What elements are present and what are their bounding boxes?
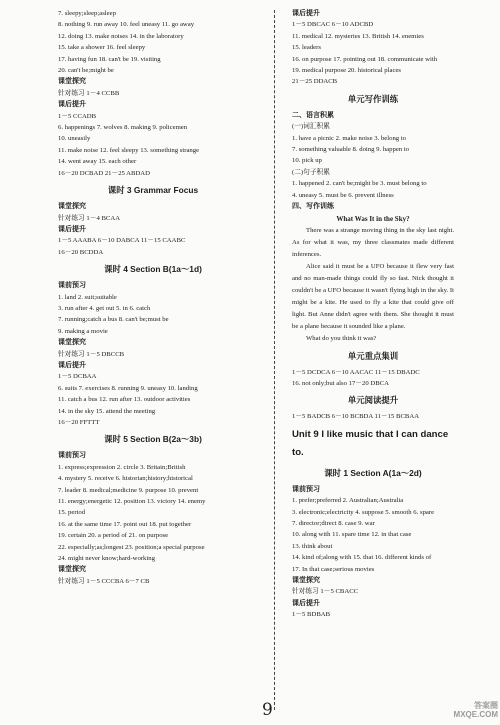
answer-line: 1－5 DCDCA 6－10 AACAC 11－15 DBADC <box>292 368 420 376</box>
answer-line: 7. director;direct 8. case 9. war <box>292 519 375 527</box>
section-label: 课后提升 <box>58 101 86 109</box>
answer-line: 17. having fun 18. can't be 19. visiting <box>58 55 161 63</box>
answer-line: 1－5 DBCAC 6－10 ADCBD <box>292 21 374 29</box>
essay-paragraph: Alice said it must be a UFO because it flew very fast and no man-made things could fly so fast. Nick thought it couldn't be a UFO because it wasn't flying high in the sky. It might be a kite. He used to fly a kite that could give off light. But Anne didn't agree with them. She thought it must be a plane because it sounded like a plane. <box>292 262 454 330</box>
lesson-heading: 单元阅读提升 <box>347 395 399 406</box>
answer-line: 1. have a picnic 2. make noise 3. belong to <box>292 134 407 142</box>
section-label: 课后提升 <box>292 10 320 17</box>
answer-line: 24. might never know;hard-working <box>58 555 155 563</box>
answer-line: (二)句子积累 <box>292 168 330 176</box>
answer-line: 19. certain 20. a period of 21. on purpose <box>58 532 169 540</box>
answer-line: 7. running;catch a bus 8. can't be;must be <box>58 316 169 324</box>
answer-line: 14. in the sky 15. attend the meeting <box>58 407 156 415</box>
right-column <box>292 8 454 621</box>
answer-line: 9. making a movie <box>58 327 108 335</box>
essay-paragraph: There was a strange moving thing in the sky last night. As for what it was, my three classmates made different inferences. <box>292 226 454 258</box>
answer-line: 20. can't be;might be <box>58 67 114 75</box>
lesson-heading: 课时 3 Grammar Focus <box>107 185 199 196</box>
answer-line: 1－5 CCADB <box>58 112 97 120</box>
answer-line: 3. run after 4. get out 5. in 6. catch <box>58 304 151 312</box>
lesson-heading: 课时 5 Section B(2a～3b) <box>104 434 202 445</box>
answer-line: 15. take a shower 16. feel sleepy <box>58 44 146 52</box>
section-label: 课后提升 <box>58 361 86 369</box>
section-label: 课前预习 <box>58 452 86 460</box>
answer-line: 针对练习 1－5 CCCBA 6－7 CB <box>58 577 150 585</box>
answer-line: 6. suits 7. exercises 8. running 9. uneasy 10. landing <box>58 384 198 392</box>
answer-line: 7. leader 8. medical;medicine 9. purpose 10. prevent <box>58 486 199 494</box>
section-label: 课堂探究 <box>58 78 86 86</box>
section-label: 课堂探究 <box>58 566 86 574</box>
answer-line: 1－5 BADCB 6－10 BCBDA 11－15 BCBAA <box>292 413 420 421</box>
answer-line: 22. especially;as;longest 23. position;a special purpose <box>58 543 205 551</box>
answer-line: 10. along with 11. spare time 12. in that case <box>292 531 412 539</box>
answer-line: 16－20 FFTTT <box>58 419 100 426</box>
answer-line: 8. nothing 9. run away 10. feel uneasy 11. go away <box>58 21 195 29</box>
column-divider <box>274 10 275 710</box>
answer-line: 11. make noise 12. feel sleepy 13. something strange <box>58 146 200 154</box>
section-label: 课前预习 <box>292 485 320 493</box>
left-column <box>58 8 248 587</box>
section-label: 课堂探究 <box>292 576 320 584</box>
answer-line: 6. happenings 7. wolves 8. making 9. policemen <box>58 124 188 132</box>
lesson-heading: 单元重点集训 <box>347 350 399 361</box>
section-label: 课后提升 <box>58 225 86 233</box>
answer-line: 14. kind of;along with 15. that 16. different kinds of <box>292 554 432 562</box>
section-label: 课堂探究 <box>58 203 86 211</box>
answer-line: 12. doing 13. make noises 14. in the laboratory <box>58 32 184 40</box>
answer-line: 1. prefer;preferred 2. Australian;Australia <box>292 497 404 505</box>
answer-line: 1. express;expression 2. circle 3. Britain;British <box>58 463 186 471</box>
answer-line: 16. not only;but also 17－20 DBCA <box>292 379 389 387</box>
unit-heading: Unit 9 I like music that I can dance to. <box>292 428 449 458</box>
answer-line: 13. think about <box>292 542 333 550</box>
answer-line: 17. In that case;serious movies <box>292 565 375 573</box>
section-label: 课后提升 <box>292 599 320 607</box>
answer-line: 16. on purpose 17. pointing out 18. communicate with <box>292 55 438 63</box>
answer-line: 1. happened 2. can't be;might be 3. must belong to <box>292 180 427 188</box>
answer-line: 1－5 BDBAB <box>292 611 331 619</box>
answer-line: 11. catch a bus 12. run after 13. outdoor activities <box>58 396 191 404</box>
answer-line: 15. period <box>58 509 86 517</box>
watermark-logo: 答案圈 MXQE.COM <box>453 701 498 719</box>
page-number: 9 <box>262 700 273 720</box>
answer-line: 7. something valuable 8. doing 9. happen to <box>292 146 410 154</box>
answer-line: 3. electronic;electricity 4. suppose 5. smooth 6. spare <box>292 508 435 516</box>
answer-line: 针对练习 1－4 BCAA <box>58 214 121 222</box>
section-label: 课前预习 <box>58 282 86 290</box>
section-label: 四、写作训练 <box>292 203 334 211</box>
essay-paragraph: What do you think it was? <box>306 334 377 342</box>
answer-line: 7. sleepy;sleep;asleep <box>58 10 116 17</box>
answer-line: 10. uneasily <box>58 135 91 143</box>
answer-line: 15. leaders <box>292 44 321 52</box>
lesson-heading: 课时 1 Section A(1a～2d) <box>324 467 422 478</box>
answer-line: 针对练习 1－5 CBACC <box>292 588 359 596</box>
answer-line: 4. uneasy 5. must be 6. prevent illness <box>292 191 394 199</box>
answer-line: 针对练习 1－4 CCBB <box>58 89 120 97</box>
answer-line: 14. went away 15. each other <box>58 158 137 166</box>
answer-line: 1. land 2. suit;suitable <box>58 293 117 301</box>
lesson-heading: 单元写作训练 <box>347 93 399 104</box>
answer-line: 19. medical purpose 20. historical places <box>292 67 402 75</box>
answer-line: 针对练习 1－5 DBCCB <box>58 350 125 358</box>
section-label: 课堂探究 <box>58 339 86 347</box>
lesson-heading: 课时 4 Section B(1a～1d) <box>104 264 202 275</box>
answer-line: (一)词汇积累 <box>292 123 330 131</box>
answer-line: 16. at the same time 17. point out 18. put together <box>58 520 192 528</box>
answer-line: 11. medical 12. mysteries 13. British 14. enemies <box>292 32 424 40</box>
answer-line: 16－20 BCDDA <box>58 248 104 256</box>
answer-line: 11. energy;energetic 12. position 13. victory 14. enemy <box>58 498 206 506</box>
answer-line: 21－25 DDACB <box>292 78 338 86</box>
essay-title: What Was It in the Sky? <box>336 214 410 223</box>
answer-line: 4. mystery 5. receive 6. historian;history;historical <box>58 475 193 483</box>
section-label: 二、语言积累 <box>292 111 334 119</box>
answer-line: 10. pick up <box>292 157 322 165</box>
answer-line: 1－5 DCBAA <box>58 373 97 381</box>
answer-line: 16－20 DCBAD 21－25 ABDAD <box>58 169 150 177</box>
answer-line: 1－5 AAABA 6－10 DABCA 11－15 CAABC <box>58 237 186 245</box>
